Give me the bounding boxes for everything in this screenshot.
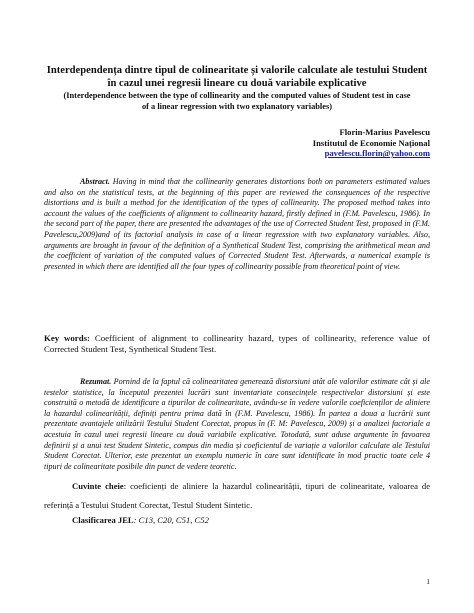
english-title-line-2: of a linear regression with two explanatory variables) [141,102,333,111]
rezumat-text: Pornind de la faptul că colinearitatea generează distorsiuni atât ale valorilor estimate cât și ale testelor statistice, la începutul prezentei lucrări sunt inventariate consecințele respectivelor distorsiuni și este construită o metodă de identificare a tipurilor de colinearitate, avându-se în vedere valorile coeficienților de aliniere la hazardul colinearității, definiți pentru prima dată în (F.M. Pavelescu, 1986). În partea a doua a lucrării sunt prezentate avantajele utilizării Testului Student Corectat, propus în (F. M: Pavelescu, 2009) și a analizei factoriale a acestuia în cazul unei regresii lineare cu două variabile explicative. Totodată, sunt aduse argumente în favoarea definirii și a unui test Student Sintetic, compus din media și coeficientul de variație a valorilor calculate ale Testului Student Corectat. Ulterior, este prezentat un exemplu numeric în care sunt identificate în mod practic toate cele 4 tipuri de colinearitate posibile din punct de vedere teoretic. [44,377,430,471]
abstract-text: Having in mind that the collinearity generates distortions both on parameters estimated values and also on the statistical tests, at the beginning of this paper are reviewed the consequences of the respective distortions and is built a method for the identification of the types of collinearity. The proposed method takes into account the values of the coefficients of alignment to collinearity hazard, firstly defined in (F.M. Pavelescu, 1986). In the second part of the paper, there are presented the advantages of the use of Corrected Student Test, proposed in (F.M. Pavelescu,2009)and of its factorial analysis in case of a linear regression with two explanatory variables. Also, arguments are brought in favour of the definition of a Synthetical Student Test, comprising the arithmetical mean and the coefficient of variation of the computed values of Corrected Student Test. Afterwards, a numerical example is presented in which there are identified all the four types of collinearity possible from theoretical point of view. [44,177,430,271]
author-name: Florin-Marius Pavelescu [339,127,430,137]
author-block [313,127,430,159]
abstract-label: Abstract. [80,177,110,186]
author-email-link[interactable]: pavelescu.florin@yahoo.com [324,148,430,159]
abstract-paragraph [44,177,430,272]
cuvinte-cheie-paragraph [44,477,430,515]
keywords-text: Coefficient of alignment to collinearity hazard, types of collinearity, reference value of Corrected Student Test, Synthetical Student Test. [44,333,431,354]
english-title-line-1: (Interdependence between the type of collinearity and the computed values of Student test in case [63,91,411,100]
cuvinte-cheie-label: Cuvinte cheie [72,481,124,491]
title-line-2: în cazul unei regresii lineare cu două variabile explicative [107,77,367,89]
rezumat-label: Rezumat. [80,377,112,386]
title-block [20,65,454,112]
page-number: 1 [426,577,430,586]
cuvinte-cheie-text: : coeficienți de aliniere la hazardul colinearității, tipuri de colinearitate, valoarea de referință a Testului Student Corectat, Testul Student Sintetic. [44,481,431,510]
rezumat-paragraph [44,377,430,472]
keywords-paragraph [44,333,430,355]
author-affiliation: Institutul de Economie Național [312,137,430,148]
keywords-label: Key words: [44,333,90,343]
title-line-1: Interdependența dintre tipul de colinearitate și valorile calculate ale testului Student [46,65,428,76]
jel-classification [72,515,430,526]
jel-codes: : C13, C20, C51, C52 [133,515,209,525]
jel-label: Clasificarea JEL [72,515,134,525]
